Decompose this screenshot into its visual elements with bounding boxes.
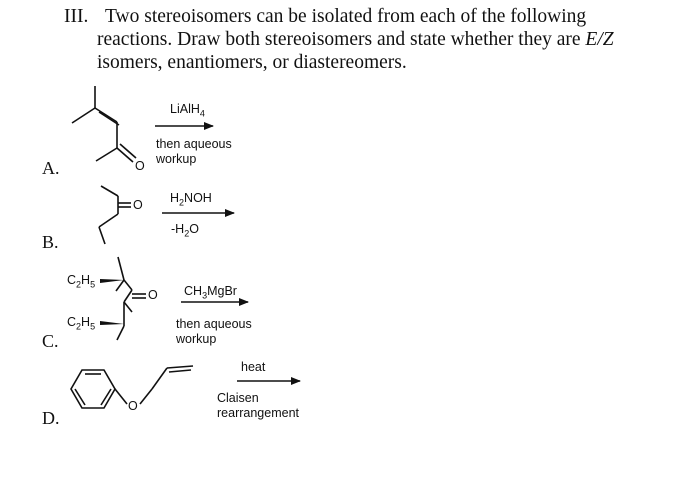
question-number: III. bbox=[64, 6, 89, 27]
question-line-2-text: reactions. Draw both stereoisomers and state whether they are bbox=[97, 29, 581, 50]
reagent-d-below-1: Claisen bbox=[217, 391, 259, 405]
question-line-3: isomers, enantiomers, or diastereomers. bbox=[97, 52, 407, 73]
reagent-b-above: $H_2NOH$ bbox=[170, 191, 212, 208]
molecule-b bbox=[99, 186, 131, 244]
question-line-1: Two stereoisomers can be isolated from each of the following bbox=[105, 6, 587, 27]
part-a-label: A. bbox=[42, 158, 60, 178]
reagent-c-below-1: then aqueous bbox=[176, 317, 252, 331]
reagent-a-below-1: then aqueous bbox=[156, 137, 232, 151]
reagent-d-above: heat bbox=[241, 360, 266, 374]
ethyl-label-bottom: $C_2H_5$ bbox=[67, 315, 96, 332]
reagent-a-above: LiAlH$_4$ bbox=[170, 102, 205, 119]
part-d-label: D. bbox=[42, 408, 60, 428]
oxygen-atom-a: O bbox=[135, 159, 145, 173]
wedge-bond-bottom bbox=[100, 321, 124, 325]
reagent-b-below: $-H_2O$ bbox=[171, 222, 199, 239]
oxygen-atom-c: O bbox=[148, 288, 158, 302]
wedge-bond-top bbox=[100, 279, 124, 283]
reagent-d-below-2: rearrangement bbox=[217, 406, 299, 420]
reagent-c-below-2: workup bbox=[176, 332, 217, 346]
question-ez-term: E/Z bbox=[585, 29, 614, 50]
oxygen-atom-d: O bbox=[128, 399, 138, 413]
molecule-c bbox=[116, 257, 146, 340]
part-b-label: B. bbox=[42, 232, 59, 252]
reagent-c-above: $CH_3MgBr$ bbox=[184, 284, 237, 301]
reagent-a-below-2: workup bbox=[156, 152, 197, 166]
molecule-a bbox=[72, 86, 136, 162]
part-c-label: C. bbox=[42, 331, 59, 351]
oxygen-atom-b: O bbox=[133, 198, 143, 212]
ethyl-label-top: $C_2H_5$ bbox=[67, 273, 96, 290]
